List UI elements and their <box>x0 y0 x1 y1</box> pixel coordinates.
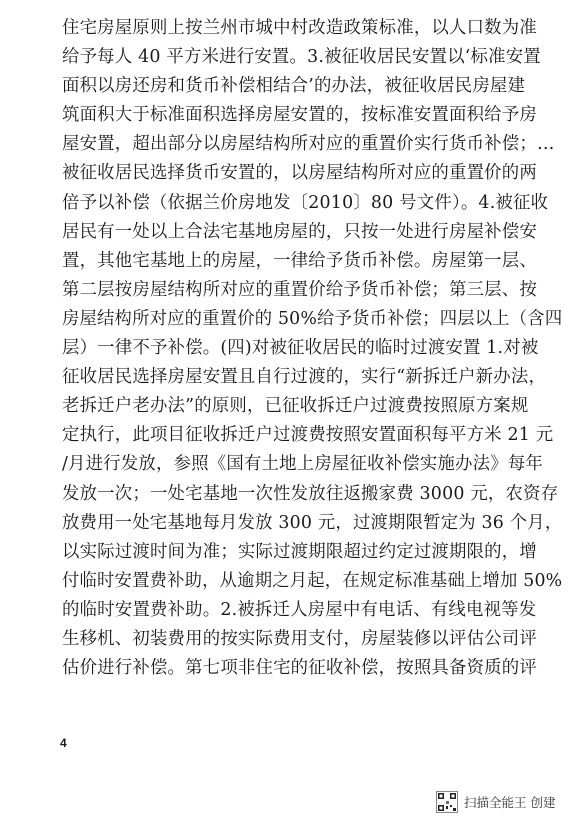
body-paragraph <box>62 14 562 683</box>
text-line: 估价进行补偿。第七项非住宅的征收补偿，按照具备资质的评 <box>62 658 537 679</box>
text-line: 倍予以补偿（依据兰价房地发〔2010〕80 号文件）。4.被征收 <box>62 192 549 213</box>
text-line: 放费用一处宅基地每月发放 300 元，过渡期限暂定为 36 个月， <box>62 512 563 533</box>
scanner-watermark <box>436 790 555 814</box>
text-line: 房屋结构所对应的重置价的 50%给予货币补偿；四层以上（含四 <box>62 308 563 329</box>
text-line: 征收居民选择房屋安置且自行过渡的，实行“新拆迁户新办法， <box>62 367 547 388</box>
text-line: 定执行，此项目征收拆迁户过渡费按照安置面积每平方米 21 元 <box>62 425 554 446</box>
text-line: /月进行发放，参照《国有土地上房屋征收补偿实施办法》每年 <box>62 454 544 475</box>
text-line: 住宅房屋原则上按兰州市城中村改造政策标准，以人口数为准 <box>62 18 537 38</box>
text-line: 面积以房还房和货币补偿相结合’的办法，被征收居民房屋建 <box>62 76 526 97</box>
text-line: 第二层按房屋结构所对应的重置价给予货币补偿；第三层、按 <box>62 279 537 300</box>
text-line: 以实际过渡时间为准；实际过渡期限超过约定过渡期限的，增 <box>62 541 537 562</box>
text-line: 生移机、初装费用的按实际费用支付，房屋装修以评估公司评 <box>62 628 537 649</box>
qr-scanner-logo-icon <box>436 791 458 813</box>
watermark-text: 扫描全能王 创建 <box>464 795 556 810</box>
text-line: 居民有一处以上合法宅基地房屋的，只按一处进行房屋补偿安 <box>62 221 537 242</box>
page-number: 4 <box>60 736 67 750</box>
text-line: 层）一律不予补偿。(四)对被征收居民的临时过渡安置 1.对被 <box>62 338 539 359</box>
text-line: 老拆迁户老办法”的原则，已征收拆迁户过渡费按照原方案规 <box>62 396 529 417</box>
text-line: 被征收居民选择货币安置的，以房屋结构所对应的重置价的两 <box>62 163 537 184</box>
text-line: 置，其他宅基地上的房屋，一律给予货币补偿。房屋第一层、 <box>62 250 537 271</box>
text-line: 屋安置，超出部分以房屋结构所对应的重置价实行货币补偿；… <box>62 134 555 155</box>
text-line: 发放一次；一处宅基地一次性发放往返搬家费 3000 元，农资存 <box>62 483 559 504</box>
text-line: 给予每人 40 平方米进行安置。3.被征收居民安置以‘标准安置 <box>62 47 541 68</box>
text-line: 筑面积大于标准面积选择房屋安置的，按标准安置面积给予房 <box>62 105 537 126</box>
text-line: 的临时安置费补助。2.被拆迁人房屋中有电话、有线电视等发 <box>62 599 537 620</box>
text-line: 付临时安置费补助，从逾期之月起，在规定标准基础上增加 50% <box>62 570 563 591</box>
